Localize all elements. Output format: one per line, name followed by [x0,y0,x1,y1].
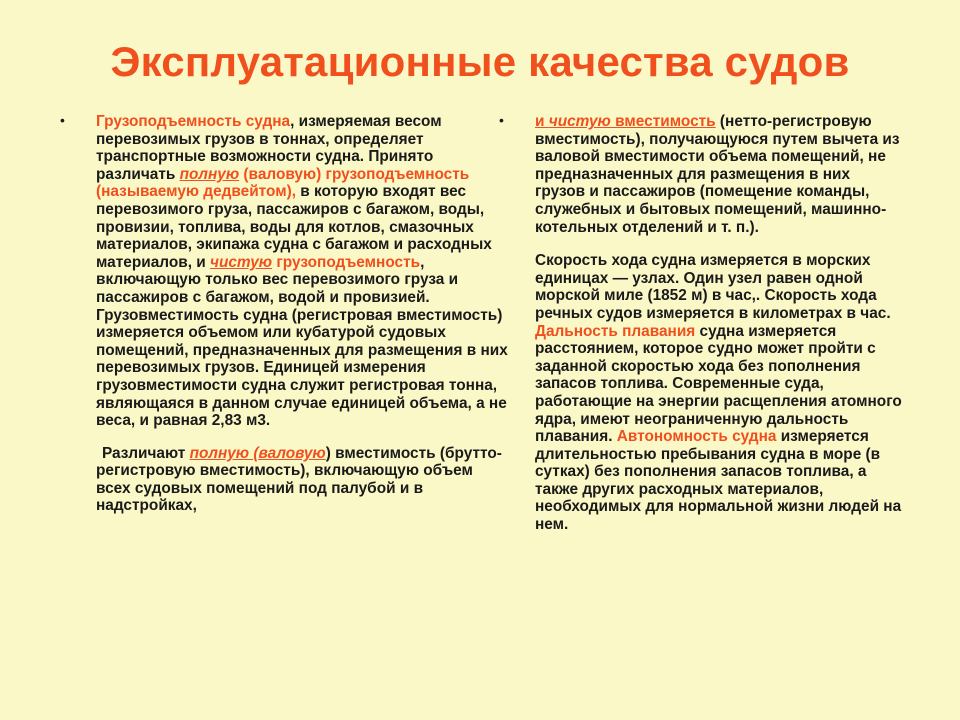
term-net-capacity: грузоподъемность [272,253,421,271]
text-span: и [535,113,549,130]
text-span: в которую входят вес перевозимого груза, пассажиров с багажом, воды, провизии, топлива, воды для котлов, смазочных материалов, экипажа судна с багажом и расходных материалов, и [96,183,492,271]
text-span: , включающую только вес перевозимого груза и пассажиров с багажом, водой и провизией. Грузовместимость судна (регистровая вместимость) измеряется объемом или кубатурой судовых помещений, предназначенных для размещения в них перевозимых грузов. Единицей измерения грузовместимости судна служит регистровая тонна, являющаяся в данном случае единицей объема, а не веса, и равная 2,83 м3. [96,253,508,430]
slide-title: Эксплуатационные качества судов [110,38,850,85]
text-span: , измеряемая весом перевозимых грузов в тоннах, определяет транспортные возможности судна. Принято различать [96,113,442,183]
bullet-right: • [499,112,504,128]
term-deadweight: (валовую) грузоподъемность (называемую дедвейтом), [96,165,470,201]
right-paragraph-2 [535,252,903,534]
term-autonomy: Автономность судна [616,428,777,446]
text-span: измеряется длительностью пребывания судна в море (в сутках) без пополнения запасов топлива, а также других расходных материалов, необходимых для нормальной жизни людей на нем. [535,428,902,534]
text-span: Скорость хода судна измеряется в морских единицах — узлах. Один узел равен одной морской миле (1852 м) в час,. Скорость хода речных судов измеряется в километрах в час. [535,252,891,322]
text-span: (нетто-регистровую вместимость), получающуюся путем вычета из валовой вместимости объема помещений, не предназначенных для размещения в них грузов и пассажиров (помещение команды, служебных и бытовых помещений, машинно-котельных отделений и т. п.). [535,113,900,236]
term-volume: вместимость [610,113,716,130]
text-span: ) вместимость (брутто-регистровую вместимость), включающую объем всех судовых помещений под палубой и в надстройках, [96,444,502,515]
term-cargo-capacity: Грузоподъемность судна [96,113,291,130]
text-span: судна измеряется расстоянием, которое судно может пройти с заданной скоростью хода без пополнения запасов топлива. Современные суда, работающие на энергии расщепления атомного ядра, имеют неограниченную дальность плавания. [535,322,902,446]
left-paragraph-1 [96,113,508,430]
term-gross-volume: полную (валовую [189,444,326,462]
text-span: Различают [102,444,190,462]
right-paragraph-1 [535,113,903,236]
left-paragraph-2 [96,445,508,515]
left-column [96,113,508,515]
term-net: чистую [210,253,273,271]
term-net-volume: чистую [548,113,611,130]
term-full: полную [179,165,240,183]
bullet-left: • [60,112,65,128]
right-column [535,113,903,534]
term-range: Дальность плавания [535,322,696,340]
